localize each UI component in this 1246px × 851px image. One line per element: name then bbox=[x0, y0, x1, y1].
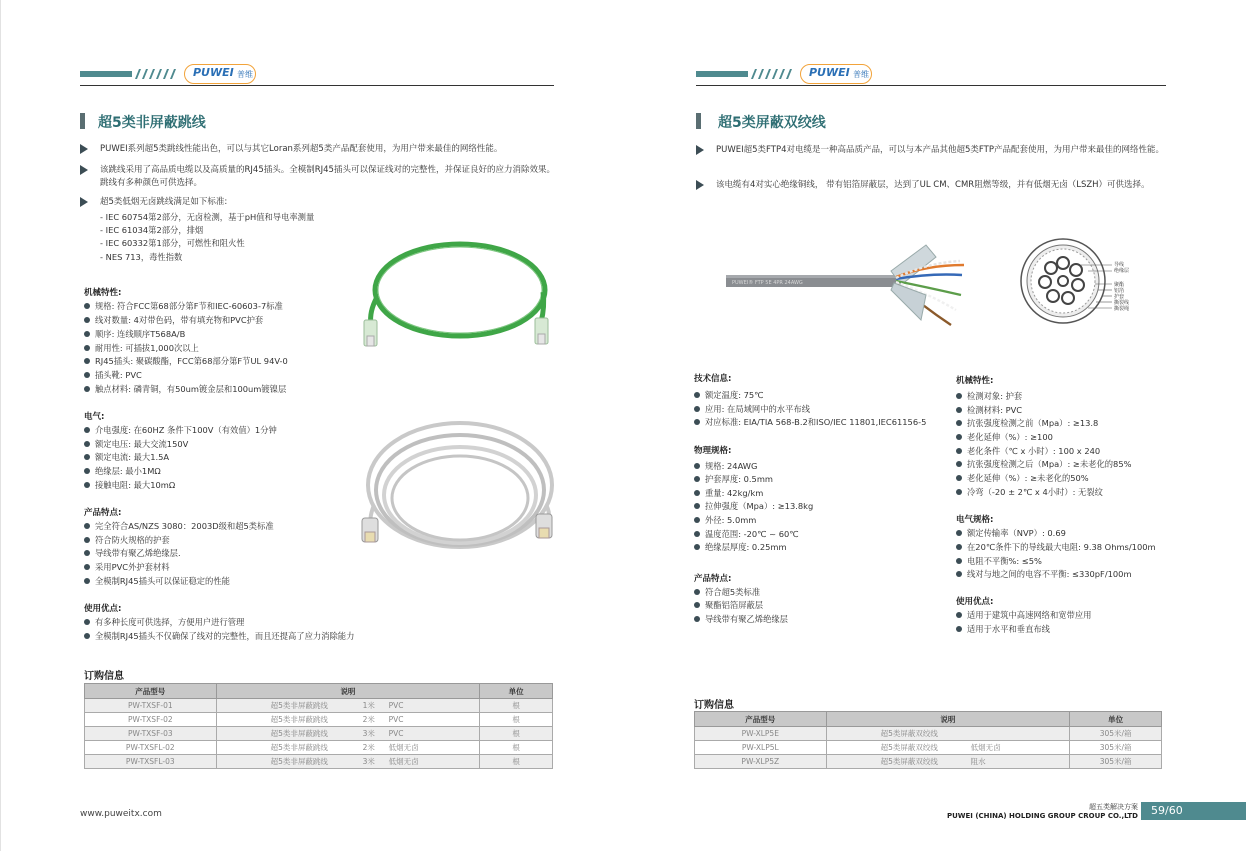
list-item: 线对数量: 4对带色码，带有填充物和PVC护套 bbox=[84, 314, 263, 326]
table-header-row bbox=[695, 712, 1162, 727]
list-item: 顺序: 连线顺序T568A/B bbox=[84, 328, 185, 340]
list-item: 规格: 符合FCC第68部分第F节和IEC-60603-7标准 bbox=[84, 300, 283, 312]
standard-item: - IEC 60332第1部分，可燃性和阻火性 bbox=[100, 238, 245, 248]
right-order-title: 订购信息 bbox=[694, 700, 734, 711]
section-heading: 使用优点: bbox=[84, 604, 122, 614]
list-item: 插头靴: PVC bbox=[84, 369, 142, 381]
cross-label: 绝缘层 bbox=[1114, 268, 1130, 274]
list-item: 额定电流: 最大1.5A bbox=[84, 451, 169, 463]
green-patch-cable-image bbox=[355, 232, 555, 362]
arrow-bullet-icon bbox=[80, 144, 88, 154]
list-item: 外径: 5.0mm bbox=[694, 514, 756, 526]
table-row bbox=[85, 741, 553, 755]
brand-logo-cn: 普维 bbox=[853, 70, 869, 79]
title-marker bbox=[696, 113, 701, 129]
column-header: 说明 bbox=[216, 684, 480, 699]
list-item: 老化延伸（%）: ≥未老化的50% bbox=[956, 472, 1089, 484]
list-item: 老化延伸（%）: ≥100 bbox=[956, 431, 1053, 443]
cell-unit: 305米/箱 bbox=[1070, 755, 1162, 769]
header-bar bbox=[80, 71, 132, 77]
header-stripes bbox=[749, 69, 797, 79]
table-row bbox=[85, 727, 553, 741]
cell-model: PW-XLP5L bbox=[695, 741, 827, 755]
list-item: 聚酯铝箔屏蔽层 bbox=[694, 599, 763, 611]
cell-desc: 超5类非屏蔽跳线 3米 PVC bbox=[216, 727, 480, 741]
cell-model: PW-TXSFL-02 bbox=[85, 741, 217, 755]
list-item: 拉伸强度（Mpa）: ≥13.8kg bbox=[694, 500, 813, 512]
list-item: 冷弯（-20 ± 2℃ x 4小时）: 无裂纹 bbox=[956, 486, 1103, 498]
left-order-title: 订购信息 bbox=[84, 671, 124, 682]
cell-model: PW-TXSF-03 bbox=[85, 727, 217, 741]
left-intro-1: PUWEI系列超5类跳线性能出色，可以与其它Loran系列超5类产品配套使用，为用户带来最佳的网络性能。 bbox=[100, 144, 503, 154]
left-title-text: 超5类非屏蔽跳线 bbox=[98, 115, 206, 131]
table-row bbox=[85, 713, 553, 727]
list-item: 适用于建筑中高速网络和宽带应用 bbox=[956, 609, 1091, 621]
list-item: 老化条件（℃ x 小时）: 100 x 240 bbox=[956, 445, 1100, 457]
list-item: 符合防火规格的护套 bbox=[84, 534, 170, 546]
column-header: 产品型号 bbox=[85, 684, 217, 699]
cell-unit: 根 bbox=[480, 741, 553, 755]
right-intro-2: 该电缆有4对实心绝缘铜线， 带有铝箔屏蔽层，达到了UL CM、CMR阻燃等级，并有低烟无卤（LSZH）可供选择。 bbox=[716, 180, 1150, 190]
left-section-title bbox=[80, 112, 380, 132]
list-item: 额定电压: 最大交流150V bbox=[84, 438, 188, 450]
cell-unit: 305米/箱 bbox=[1070, 727, 1162, 741]
brand-logo bbox=[800, 64, 872, 84]
cross-label: 撕裂线 bbox=[1114, 300, 1130, 306]
cross-label: 铝箔 bbox=[1114, 288, 1125, 294]
standard-item: - NES 713，毒性指数 bbox=[100, 252, 183, 262]
ftp-cable-image bbox=[726, 235, 976, 335]
list-item: 完全符合AS/NZS 3080：2003D级和超5类标准 bbox=[84, 520, 274, 532]
left-intro-2: 该跳线采用了高品质电缆以及高质量的RJ45插头。全模制RJ45插头可以保证线对的完整性，并保证良好的应力消除效果。跳线有多种颜色可供选择。 bbox=[100, 165, 555, 188]
footer-company bbox=[920, 802, 1138, 820]
section-heading: 电气: bbox=[84, 412, 105, 422]
section-heading: 产品特点: bbox=[694, 574, 732, 584]
list-item: 全模制RJ45插头不仅确保了线对的完整性，而且还提高了应力消除能力 bbox=[84, 630, 354, 642]
page-number: 59/60 bbox=[1141, 802, 1246, 820]
cell-model: PW-XLP5E bbox=[695, 727, 827, 741]
right-section-title bbox=[696, 112, 996, 132]
cell-desc: 超5类屏蔽双绞线 bbox=[826, 727, 1070, 741]
header-rule bbox=[80, 85, 554, 86]
list-item: 抗张强度检测之前（Mpa）: ≥13.8 bbox=[956, 417, 1098, 429]
grey-patch-cable-image bbox=[360, 410, 560, 570]
table-row bbox=[695, 755, 1162, 769]
cell-desc: 超5类非屏蔽跳线 3米 低烟无卤 bbox=[216, 755, 480, 769]
standard-item: - IEC 60754第2部分，无卤检测，基于pH值和导电率测量 bbox=[100, 212, 315, 222]
list-item: 应用: 在局域网中的水平布线 bbox=[694, 403, 810, 415]
brand-logo-text: PUWEI bbox=[193, 66, 234, 79]
header-rule bbox=[696, 85, 1166, 86]
cell-desc: 超5类屏蔽双绞线 低烟无卤 bbox=[826, 741, 1070, 755]
arrow-bullet-icon bbox=[696, 180, 704, 190]
list-item: 对应标准: EIA/TIA 568-B.2和ISO/IEC 11801,IEC61156-5 bbox=[694, 416, 926, 428]
list-item: RJ45插头: 聚碳酸酯，FCC第68部分第F节UL 94V-0 bbox=[84, 355, 288, 367]
title-marker bbox=[80, 113, 85, 129]
cell-desc: 超5类非屏蔽跳线 2米 低烟无卤 bbox=[216, 741, 480, 755]
cross-label: 撕裂绳 bbox=[1114, 306, 1130, 312]
list-item: 导线带有聚乙烯绝缘层 bbox=[694, 613, 788, 625]
section-heading: 使用优点: bbox=[956, 597, 994, 607]
list-item: 导线带有聚乙烯绝缘层. bbox=[84, 547, 181, 559]
arrow-bullet-icon bbox=[80, 197, 88, 207]
list-item: 适用于水平和垂直布线 bbox=[956, 623, 1050, 635]
list-item: 介电强度: 在60HZ 条件下100V（有效值）1分钟 bbox=[84, 424, 277, 436]
list-item: 在20℃条件下的导线最大电阻: 9.38 Ohms/100m bbox=[956, 541, 1156, 553]
cell-model: PW-XLP5Z bbox=[695, 755, 827, 769]
cell-desc: 超5类屏蔽双绞线 阻水 bbox=[826, 755, 1070, 769]
section-heading: 机械特性: bbox=[84, 288, 122, 298]
column-header: 单位 bbox=[480, 684, 553, 699]
list-item: 绝缘层厚度: 0.25mm bbox=[694, 541, 787, 553]
section-heading: 机械特性: bbox=[956, 376, 994, 386]
cross-label: 导线 bbox=[1114, 262, 1125, 268]
left-page-edge bbox=[0, 0, 1, 851]
list-item: 检测对象: 护套 bbox=[956, 390, 1022, 402]
column-header: 产品型号 bbox=[695, 712, 827, 727]
column-header: 说明 bbox=[826, 712, 1070, 727]
cell-model: PW-TXSF-02 bbox=[85, 713, 217, 727]
list-item: 电阻不平衡%: ≤5% bbox=[956, 555, 1042, 567]
list-item: 耐用性: 可插拔1,000次以上 bbox=[84, 342, 199, 354]
list-item: 温度范围: -20℃ ~ 60℃ bbox=[694, 528, 799, 540]
list-item: 全模制RJ45插头可以保证稳定的性能 bbox=[84, 575, 230, 587]
table-row bbox=[85, 699, 553, 713]
table-row bbox=[85, 755, 553, 769]
footer-line-2: PUWEI (CHINA) HOLDING GROUP CROUP CO.,LTD bbox=[946, 812, 1138, 820]
right-order-table bbox=[694, 711, 1162, 769]
list-item: 护套厚度: 0.5mm bbox=[694, 473, 773, 485]
column-header: 单位 bbox=[1070, 712, 1162, 727]
left-intro-3: 超5类低烟无卤跳线满足如下标准: bbox=[100, 197, 228, 207]
brand-logo bbox=[184, 64, 256, 84]
cell-unit: 根 bbox=[480, 755, 553, 769]
cable-print-text: PUWEI® FTP 5E 4PR 24AWG bbox=[732, 280, 803, 286]
table-row bbox=[695, 727, 1162, 741]
section-heading: 物理规格: bbox=[694, 446, 732, 456]
left-order-table bbox=[84, 683, 553, 769]
list-item: 规格: 24AWG bbox=[694, 460, 757, 472]
list-item: 额定温度: 75℃ bbox=[694, 389, 764, 401]
footer-url: www.puweitx.com bbox=[80, 809, 162, 819]
list-item: 检测材料: PVC bbox=[956, 404, 1022, 416]
standard-item: - IEC 61034第2部分，排烟 bbox=[100, 225, 204, 235]
cell-unit: 根 bbox=[480, 727, 553, 741]
list-item: 线对与地之间的电容不平衡: ≤330pF/100m bbox=[956, 568, 1132, 580]
list-item: 绝缘层: 最小1MΩ bbox=[84, 465, 161, 477]
header-stripes bbox=[133, 69, 181, 79]
list-item: 接触电阻: 最大10mΩ bbox=[84, 479, 175, 491]
cell-desc: 超5类非屏蔽跳线 1米 PVC bbox=[216, 699, 480, 713]
list-item: 符合超5类标准 bbox=[694, 586, 760, 598]
section-heading: 技术信息: bbox=[694, 374, 732, 384]
section-heading: 电气规格: bbox=[956, 515, 994, 525]
arrow-bullet-icon bbox=[80, 165, 88, 175]
right-intro-1: PUWEI超5类FTP4对电缆是一种高品质产品，可以与本产品其他超5类FTP产品配套使用，为用户带来最佳的网络性能。 bbox=[716, 145, 1164, 155]
left-header bbox=[80, 64, 554, 88]
cell-unit: 305米/箱 bbox=[1070, 741, 1162, 755]
brand-logo-cn: 普维 bbox=[237, 70, 253, 79]
cross-label: 护套 bbox=[1114, 294, 1125, 300]
list-item: 触点材料: 磷青铜，有50um镀金层和100um镀镍层 bbox=[84, 383, 286, 395]
table-header-row bbox=[85, 684, 553, 699]
list-item: 重量: 42kg/km bbox=[694, 487, 763, 499]
cell-model: PW-TXSF-01 bbox=[85, 699, 217, 713]
right-title-text: 超5类屏蔽双绞线 bbox=[718, 115, 826, 131]
cell-unit: 根 bbox=[480, 699, 553, 713]
list-item: 采用PVC外护套材料 bbox=[84, 561, 170, 573]
list-item: 额定传输率（NVP）: 0.69 bbox=[956, 527, 1066, 539]
right-header bbox=[696, 64, 1166, 88]
brand-logo-text: PUWEI bbox=[809, 66, 850, 79]
cell-desc: 超5类非屏蔽跳线 2米 PVC bbox=[216, 713, 480, 727]
section-heading: 产品特点: bbox=[84, 508, 122, 518]
cross-label: 聚酯 bbox=[1114, 282, 1125, 288]
list-item: 抗张强度检测之后（Mpa）: ≥未老化的85% bbox=[956, 458, 1132, 470]
table-row bbox=[695, 741, 1162, 755]
cell-unit: 根 bbox=[480, 713, 553, 727]
arrow-bullet-icon bbox=[696, 145, 704, 155]
footer-line-1: 超五类解决方案 bbox=[1089, 803, 1138, 811]
cell-model: PW-TXSFL-03 bbox=[85, 755, 217, 769]
header-bar bbox=[696, 71, 748, 77]
list-item: 有多种长度可供选择，方便用户进行管理 bbox=[84, 616, 244, 628]
